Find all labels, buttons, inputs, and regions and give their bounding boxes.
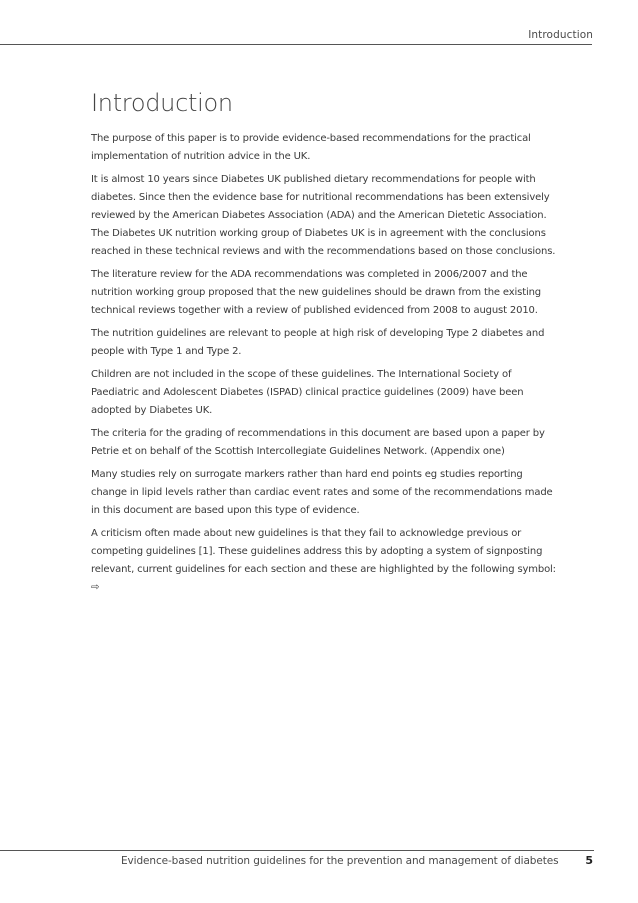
- paragraph-relevance: The nutrition guidelines are relevant to people at high risk of developing Type 2 diabetes and people with Type 1 and Type 2.: [91, 328, 545, 357]
- paragraph-background: It is almost 10 years since Diabetes UK published dietary recommendations for people with diabetes. Since then the evidence base for nutritional recommendations has been extensively reviewed by the American Diabetes Association (ADA) and the American Dietetic Association. The Diabetes UK nutrition working group of Diabetes UK is in agreement with the conclusions reached in these technical reviews and with the recommendations based on those conclusions.: [91, 174, 556, 257]
- running-header: Introduction: [528, 29, 593, 41]
- paragraph-surrogate-markers: Many studies rely on surrogate markers rather than hard end points eg studies reporting change in lipid levels rather than cardiac event rates and some of the recommendations made in this document are based upon this type of evidence.: [91, 469, 553, 516]
- paragraph-grading-criteria: The criteria for the grading of recommendations in this document are based upon a paper by Petrie et on behalf of the Scottish Intercollegiate Guidelines Network. (Appendix one): [91, 428, 545, 457]
- paragraph-literature-review: The literature review for the ADA recommendations was completed in 2006/2007 and the nutrition working group proposed that the new guidelines should be drawn from the existing technical reviews together with a review of published evidenced from 2008 to august 2010.: [91, 269, 541, 316]
- paragraph-signposting: [91, 525, 556, 597]
- footer-rule: [0, 850, 594, 851]
- paragraph-signposting-text: A criticism often made about new guidelines is that they fail to acknowledge previous or competing guidelines [1]. These guidelines address this by adopting a system of signposting relevant, current guidelines for each section and these are highlighted by the following symbol:: [91, 528, 556, 575]
- header-rule: [0, 44, 592, 45]
- paragraph-purpose: The purpose of this paper is to provide evidence-based recommendations for the practical implementation of nutrition advice in the UK.: [91, 133, 531, 162]
- footer-title: Evidence-based nutrition guidelines for the prevention and management of diabetes: [121, 855, 559, 867]
- signpost-arrow-icon: ⇨: [91, 582, 100, 593]
- page-number: 5: [585, 854, 593, 867]
- page-title: Introduction: [91, 89, 233, 117]
- paragraph-children: Children are not included in the scope of these guidelines. The International Society of Paediatric and Adolescent Diabetes (ISPAD) clinical practice guidelines (2009) have been adopted by Diabetes UK.: [91, 369, 524, 416]
- main-content: [91, 86, 556, 602]
